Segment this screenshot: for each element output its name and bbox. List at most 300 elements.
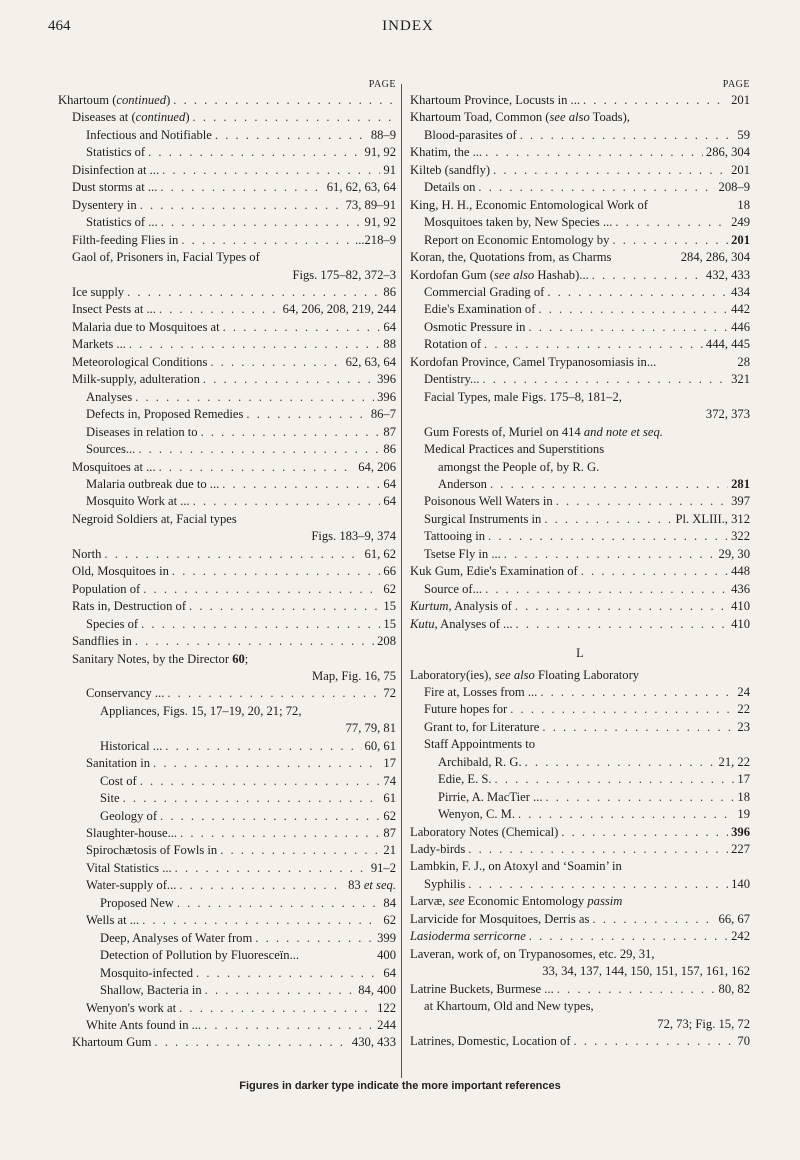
index-term: Khatim, the ... — [410, 145, 483, 160]
dot-leader — [160, 808, 380, 825]
page-reference: Pl. XLIII., 312 — [675, 511, 750, 526]
dot-leader — [483, 371, 729, 388]
index-term: Kutu, Analyses of ... — [410, 616, 513, 631]
page-reference: 62 — [383, 581, 396, 596]
index-entry — [410, 998, 750, 1015]
index-entry — [58, 371, 396, 388]
dot-leader — [201, 424, 381, 441]
dot-leader — [556, 493, 728, 510]
index-entry — [410, 858, 750, 875]
index-term: Infectious and Notifiable — [86, 127, 212, 142]
page-reference: 284, 286, 304 — [680, 250, 750, 265]
page-reference: 87 — [383, 826, 396, 841]
index-entry — [410, 771, 750, 788]
index-entry — [58, 912, 396, 929]
index-term: Mosquitoes at ... — [72, 459, 156, 474]
index-entry — [410, 127, 750, 144]
index-entry — [410, 598, 750, 615]
index-entry — [58, 249, 396, 266]
index-entry — [58, 354, 396, 371]
dot-leader — [544, 511, 672, 528]
index-term: Proposed New — [100, 895, 174, 910]
index-term: Meteorological Conditions — [72, 354, 208, 369]
index-entry — [58, 633, 396, 650]
dot-leader — [525, 754, 716, 771]
dot-leader — [485, 144, 703, 161]
index-term: Surgical Instruments in — [424, 511, 542, 526]
dot-leader — [468, 876, 728, 893]
page-reference: 227 — [731, 842, 750, 857]
index-term: Osmotic Pressure in — [424, 319, 526, 334]
page-reference: 83 et seq. — [348, 878, 396, 893]
dot-leader — [528, 319, 728, 336]
index-term: Larvicide for Mosquitoes, Derris as — [410, 911, 590, 926]
index-term: Insect Pests at ... — [72, 302, 156, 317]
index-entry — [410, 354, 750, 371]
index-entry — [58, 616, 396, 633]
page-reference: 397 — [731, 494, 750, 509]
index-term: Analyses — [86, 389, 133, 404]
page-reference: ...218–9 — [355, 232, 396, 247]
page-reference: 66 — [383, 564, 396, 579]
index-entry — [410, 493, 750, 510]
dot-leader — [215, 127, 368, 144]
dot-leader — [140, 197, 343, 214]
index-term: Rats in, Destruction of — [72, 599, 187, 614]
index-term: Ice supply — [72, 284, 125, 299]
page-reference: 84 — [383, 895, 396, 910]
dot-leader — [193, 109, 393, 126]
index-term: Species of — [86, 616, 139, 631]
index-entry-continuation: 372, 373 — [705, 407, 750, 422]
dot-leader — [148, 144, 361, 161]
index-term: Detection of Pollution by Fluoresceïn... — [100, 948, 300, 963]
index-term: Vital Statistics ... — [86, 860, 172, 875]
dot-leader — [167, 685, 380, 702]
page-reference: 399 — [377, 930, 396, 945]
index-entry — [58, 825, 396, 842]
dot-leader — [193, 493, 381, 510]
dot-leader — [484, 336, 703, 353]
page-reference: 87 — [383, 424, 396, 439]
index-term: Pirrie, A. MacTier ... — [438, 789, 543, 804]
dot-leader — [143, 581, 380, 598]
page-reference: 60, 61 — [364, 738, 396, 753]
page-reference: 64, 206 — [358, 459, 396, 474]
index-entry — [58, 214, 396, 231]
index-entry-continuation: 77, 79, 81 — [345, 721, 396, 736]
index-term: Fire at, Losses from ... — [424, 684, 538, 699]
page-reference: 73, 89–91 — [345, 197, 396, 212]
page-reference: 29, 30 — [718, 546, 750, 561]
dot-leader — [246, 406, 367, 423]
index-entry — [410, 109, 750, 126]
index-term: King, H. H., Economic Entomological Work of — [410, 197, 648, 212]
dot-leader — [159, 459, 356, 476]
page-reference: 201 — [731, 93, 750, 107]
index-entry — [58, 459, 396, 476]
index-term: Source of... — [424, 581, 483, 596]
index-term: Khartoum Toad, Common (see also Toads), — [410, 110, 630, 125]
index-entry-continuation: Map, Fig. 16, 75 — [312, 668, 396, 683]
running-head: INDEX — [382, 18, 434, 34]
index-term: Old, Mosquitoes in — [72, 564, 169, 579]
index-term: Negroid Soldiers at, Facial types — [72, 511, 237, 526]
index-column-right — [410, 78, 750, 1050]
index-entry — [58, 109, 396, 126]
index-entry — [410, 824, 750, 841]
entry-list — [58, 92, 396, 1052]
index-entry — [410, 249, 750, 266]
index-term: Archibald, R. G. — [438, 754, 522, 769]
dot-leader — [141, 616, 380, 633]
page-reference: 22 — [737, 702, 750, 717]
index-term: Statistics of — [86, 145, 146, 160]
dot-leader — [162, 162, 380, 179]
page-reference: 70 — [737, 1034, 750, 1049]
index-entry — [58, 877, 396, 894]
index-term: Lambkin, F. J., on Atoxyl and ‘Soamin’ in — [410, 859, 622, 874]
page-reference: 62 — [383, 808, 396, 823]
page-reference: 396 — [377, 372, 396, 387]
page-reference: 66, 67 — [718, 911, 750, 926]
dot-leader — [104, 546, 361, 563]
index-entry — [58, 301, 396, 318]
index-entry — [58, 808, 396, 825]
index-entry — [58, 92, 396, 109]
index-entry — [410, 928, 750, 945]
index-entry — [410, 336, 750, 353]
dot-leader — [504, 546, 716, 563]
index-term: Diseases in relation to — [86, 424, 198, 439]
dot-leader — [210, 354, 342, 371]
index-term: Kurtum, Analysis of — [410, 599, 512, 614]
index-term: Khartoum Province, Locusts in ... — [410, 93, 580, 107]
index-term: Anderson — [438, 476, 487, 491]
dot-leader — [161, 214, 362, 231]
dot-leader — [142, 912, 380, 929]
page-reference: 18 — [737, 197, 750, 212]
index-term: Spirochætosis of Fowls in — [86, 843, 218, 858]
index-entry — [58, 493, 396, 510]
page-reference: 64 — [383, 965, 396, 980]
index-entry — [58, 197, 396, 214]
dot-leader — [180, 825, 380, 842]
page-reference: 86–7 — [370, 407, 396, 422]
index-entry — [410, 476, 750, 493]
index-term: Markets ... — [72, 337, 126, 352]
index-term: North — [72, 546, 102, 561]
index-term: Cost of — [100, 773, 137, 788]
index-entry — [58, 389, 396, 406]
index-entry — [58, 127, 396, 144]
dot-leader — [468, 841, 728, 858]
dot-leader — [129, 336, 381, 353]
dot-leader — [179, 1000, 374, 1017]
page-reference: 88–9 — [370, 127, 396, 142]
dot-leader — [135, 389, 374, 406]
dot-leader — [222, 476, 380, 493]
index-entry — [58, 773, 396, 790]
index-entry — [58, 1034, 396, 1051]
page-reference: 91–2 — [370, 860, 396, 875]
index-term: Disinfection at ... — [72, 162, 160, 177]
dot-leader — [173, 92, 393, 109]
index-term: Khartoum Gum — [72, 1035, 152, 1050]
index-term: Appliances, Figs. 15, 17–19, 20, 21; 72, — [100, 703, 302, 718]
page-label: PAGE — [722, 79, 750, 90]
page-reference: 122 — [377, 1000, 396, 1015]
index-entry — [58, 476, 396, 493]
index-entry — [58, 930, 396, 947]
index-term: Future hopes for — [424, 702, 508, 717]
index-entry — [58, 284, 396, 301]
page-reference: 72 — [383, 686, 396, 701]
index-entry — [410, 701, 750, 718]
index-entry — [410, 92, 750, 109]
page-reference: 396 — [731, 824, 750, 839]
index-entry — [410, 179, 750, 196]
index-term: Filth-feeding Flies in — [72, 232, 179, 247]
page-reference: 91, 92 — [364, 215, 396, 230]
dot-leader — [140, 773, 381, 790]
index-term: Defects in, Proposed Remedies — [86, 407, 244, 422]
page-reference: 61, 62 — [364, 546, 396, 561]
index-entry — [410, 754, 750, 771]
index-term: Water-supply of... — [86, 878, 177, 893]
index-term: Malaria outbreak due to ... — [86, 476, 220, 491]
index-term: at Khartoum, Old and New types, — [424, 999, 594, 1014]
page-reference: 61 — [383, 791, 396, 806]
index-term: Rotation of — [424, 337, 482, 352]
dot-leader — [592, 267, 703, 284]
dot-leader — [520, 127, 735, 144]
index-entry — [58, 563, 396, 580]
index-term: Medical Practices and Superstitions — [424, 442, 605, 457]
index-term: Latrine Buckets, Burmese ... — [410, 981, 554, 996]
page-reference: 436 — [731, 581, 750, 596]
dot-leader — [547, 284, 728, 301]
index-entry — [58, 1000, 396, 1017]
index-term: Wenyon, C. M. — [438, 807, 515, 822]
index-term: amongst the People of, by R. G. — [438, 459, 600, 474]
dot-leader — [172, 563, 380, 580]
index-term: Sanitary Notes, by the Director 60; — [72, 651, 249, 666]
index-term: Laveran, work of, on Trypanosomes, etc. 29, 31, — [410, 946, 655, 961]
page-reference: 17 — [383, 756, 396, 771]
page-reference: 80, 82 — [718, 981, 750, 996]
index-term: Dysentery in — [72, 197, 137, 212]
dot-leader — [204, 1017, 374, 1034]
index-entry — [410, 546, 750, 563]
index-entry — [58, 982, 396, 999]
index-term: Statistics of ... — [86, 215, 158, 230]
index-term: Staff Appointments to — [424, 737, 536, 752]
index-entry — [410, 459, 750, 476]
index-entry — [58, 546, 396, 563]
dot-leader — [203, 371, 374, 388]
index-entry — [58, 790, 396, 807]
page-reference: 286, 304 — [705, 145, 750, 160]
dot-leader — [490, 476, 728, 493]
dot-leader — [181, 232, 352, 249]
index-term: Lady-birds — [410, 842, 466, 857]
index-term: Blood-parasites of — [424, 127, 517, 142]
index-entry — [410, 563, 750, 580]
index-entry — [410, 719, 750, 736]
index-term: Malaria due to Mosquitoes at — [72, 319, 220, 334]
index-term: Gaol of, Prisoners in, Facial Types of — [72, 250, 260, 265]
index-term: Larvæ, see Economic Entomology passim — [410, 894, 623, 909]
index-term: Mosquito-infected — [100, 965, 194, 980]
dot-leader — [540, 684, 734, 701]
index-entry — [410, 319, 750, 336]
index-entry — [58, 738, 396, 755]
index-entry-continuation: 33, 34, 137, 144, 150, 151, 157, 161, 162 — [542, 964, 750, 979]
section-letter: L — [576, 646, 584, 661]
dot-leader — [154, 1034, 349, 1051]
page-reference: 28 — [737, 354, 750, 369]
index-entry — [58, 651, 396, 668]
page-reference: 24 — [737, 684, 750, 699]
page-reference: 21 — [383, 843, 396, 858]
index-entry — [410, 736, 750, 753]
index-entry — [58, 162, 396, 179]
index-entry — [410, 389, 750, 406]
dot-leader — [545, 789, 734, 806]
index-entry — [410, 667, 750, 684]
index-term: Conservancy ... — [86, 686, 165, 701]
dot-leader — [529, 928, 728, 945]
index-term: Population of — [72, 581, 141, 596]
index-entry — [58, 842, 396, 859]
page-reference: 442 — [731, 302, 750, 317]
index-entry — [410, 144, 750, 161]
dot-leader — [581, 563, 728, 580]
page-reference: 281 — [731, 476, 750, 491]
index-entry — [410, 981, 750, 998]
index-term: Wenyon's work at — [86, 1000, 177, 1015]
page-reference: 434 — [731, 284, 750, 299]
index-entry — [410, 371, 750, 388]
index-entry — [410, 528, 750, 545]
dot-leader — [542, 719, 734, 736]
dot-leader — [615, 214, 728, 231]
index-term: Wells at ... — [86, 913, 140, 928]
index-entry — [410, 511, 750, 528]
index-term: Mosquito Work at ... — [86, 494, 190, 509]
page-reference: 400 — [377, 948, 396, 963]
index-entry — [410, 424, 750, 441]
dot-leader — [153, 755, 380, 772]
index-entry — [58, 424, 396, 441]
dot-leader — [189, 598, 380, 615]
page-label: PAGE — [368, 79, 396, 90]
dot-leader — [135, 633, 374, 650]
index-term: Kuk Gum, Edie's Examination of — [410, 564, 578, 579]
dot-leader — [557, 981, 716, 998]
page-reference: 59 — [737, 127, 750, 142]
entry-list — [410, 92, 750, 1050]
page-reference: 321 — [731, 372, 750, 387]
page-reference: 91 — [383, 162, 396, 177]
page-reference: 140 — [731, 876, 750, 891]
index-entry — [410, 301, 750, 318]
index-entry — [410, 162, 750, 179]
dot-leader — [561, 824, 728, 841]
dot-leader — [165, 738, 361, 755]
index-entry — [410, 284, 750, 301]
index-term: Site — [100, 791, 120, 806]
index-entry — [58, 685, 396, 702]
page-header — [48, 18, 768, 42]
index-entry — [58, 1017, 396, 1034]
dot-leader — [177, 895, 381, 912]
page-reference: 86 — [383, 442, 396, 457]
dot-leader — [160, 179, 323, 196]
page-reference: 430, 433 — [351, 1035, 396, 1050]
index-entry — [58, 441, 396, 458]
index-term: Syphilis — [424, 876, 466, 891]
index-term: Lasioderma serricorne — [410, 929, 526, 944]
index-entry — [410, 841, 750, 858]
dot-leader — [159, 301, 280, 318]
index-term: Edie, E. S. — [438, 772, 492, 787]
index-term: Slaughter-house... — [86, 826, 178, 841]
page-reference: 448 — [731, 564, 750, 579]
index-entry — [410, 197, 750, 214]
index-entry — [410, 876, 750, 893]
page-reference: 208 — [377, 634, 396, 649]
dot-leader — [583, 92, 728, 109]
index-term: Details on — [424, 180, 476, 195]
page-reference: 208–9 — [718, 180, 750, 195]
index-term: Khartoum (continued) — [58, 93, 171, 107]
dot-leader — [127, 284, 380, 301]
dot-leader — [488, 528, 728, 545]
index-entry — [410, 232, 750, 249]
index-entry — [58, 319, 396, 336]
index-entry — [410, 581, 750, 598]
index-term: White Ants found in ... — [86, 1018, 202, 1033]
index-entry — [58, 755, 396, 772]
index-entry — [410, 946, 750, 963]
page-reference: 244 — [377, 1018, 396, 1033]
index-term: Dentistry... — [424, 372, 480, 387]
index-term: Milk-supply, adulteration — [72, 372, 200, 387]
page-reference: 62 — [383, 913, 396, 928]
page-reference: 88 — [383, 337, 396, 352]
index-entry — [58, 581, 396, 598]
page-reference: 86 — [383, 284, 396, 299]
index-term: Sandflies in — [72, 634, 132, 649]
dot-leader — [612, 232, 728, 249]
index-entry — [58, 947, 396, 964]
page-reference: 19 — [737, 807, 750, 822]
page-reference: 64 — [383, 319, 396, 334]
index-term: Report on Economic Entomology by — [424, 232, 610, 247]
page-reference: 18 — [737, 789, 750, 804]
index-term: Deep, Analyses of Water from — [100, 930, 253, 945]
page-reference: 21, 22 — [718, 754, 750, 769]
index-entry — [58, 965, 396, 982]
footer-note: Figures in darker type indicate the more important references — [239, 1080, 561, 1092]
index-column-left — [58, 78, 396, 1052]
page-reference: 444, 445 — [705, 337, 750, 352]
dot-leader — [205, 982, 356, 999]
index-entry — [410, 616, 750, 633]
dot-leader — [592, 911, 715, 928]
